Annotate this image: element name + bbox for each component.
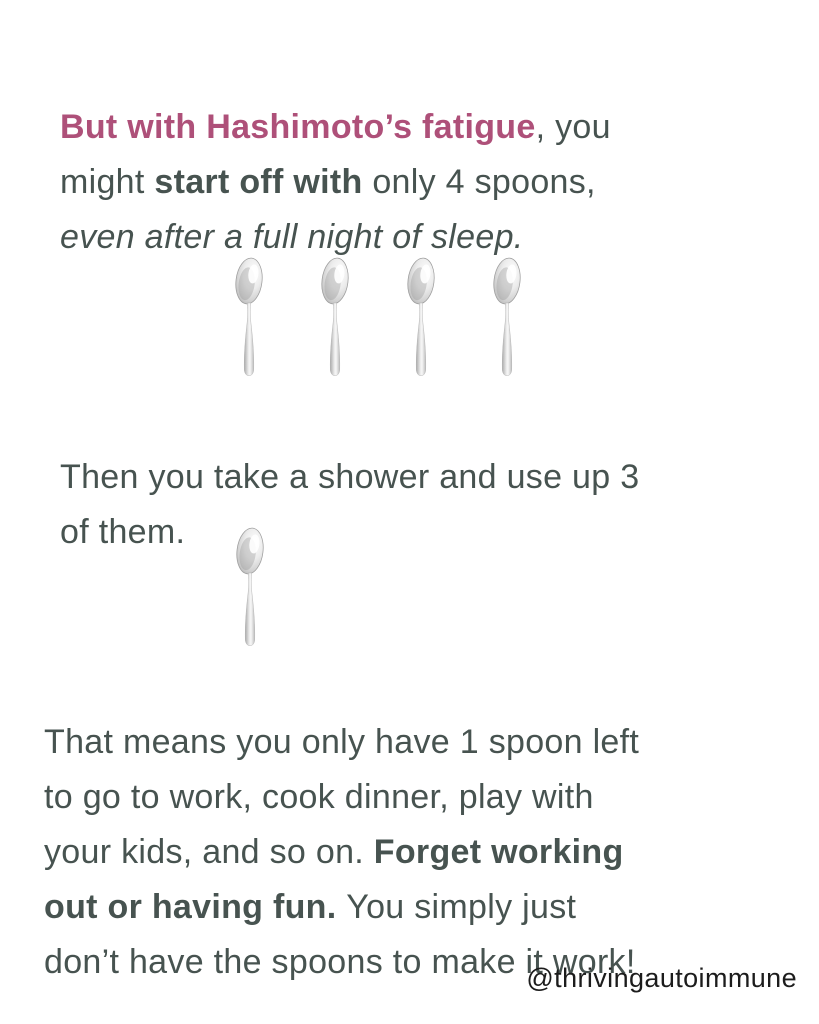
remaining-line3-bold: Forget working [373, 833, 624, 871]
intro-line2-start: might [60, 163, 155, 201]
account-handle: @thrivingautoimmune [526, 963, 797, 993]
spoon-icon [492, 256, 522, 386]
remaining-line1: That means you only have 1 spoon left [44, 723, 640, 761]
paragraph-shower [60, 450, 639, 560]
remaining-line3-start: your kids, and so on. [44, 833, 374, 871]
shower-line2: of them. [60, 513, 186, 551]
intro-after-highlight: , you [535, 108, 611, 146]
intro-highlight-text: But with Hashimoto’s fatigue [60, 108, 536, 146]
spoon-icon [320, 256, 350, 386]
intro-line3-italic: even after a full night of sleep. [60, 218, 524, 256]
spoon-icon [234, 256, 264, 386]
remaining-line4-bold: out or having fun. [44, 888, 347, 926]
remaining-line4-end: You simply just [346, 888, 577, 926]
spoon-icon [406, 256, 436, 386]
spoon-icon [235, 526, 265, 656]
spoon-row-four [234, 256, 522, 386]
remaining-line5: don’t have the spoons to make it work! [44, 943, 636, 981]
spoon-single [235, 526, 265, 656]
intro-line2-bold: start off with [154, 163, 363, 201]
paragraph-remaining [44, 715, 639, 990]
remaining-line2: to go to work, cook dinner, play with [44, 778, 594, 816]
paragraph-intro [60, 100, 611, 265]
shower-line1: Then you take a shower and use up 3 [60, 458, 640, 496]
intro-line2-end: only 4 spoons, [362, 163, 596, 201]
